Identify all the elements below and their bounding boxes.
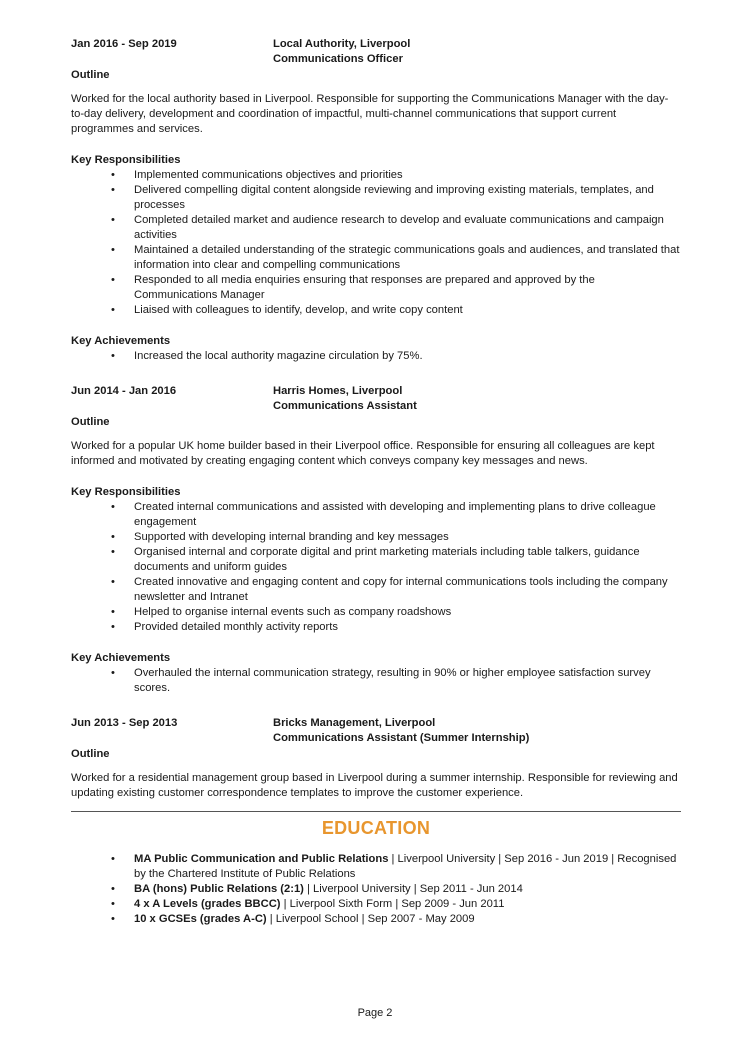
list-item: • Provided detailed monthly activity reports bbox=[111, 620, 681, 635]
job-title: Communications Assistant (Summer Internship) bbox=[273, 732, 530, 744]
job-outline: Worked for a residential management group based in Liverpool during a summer internship. Responsible for reviewing and updating existing customer correspondence templates to improve the customer experience. bbox=[71, 772, 678, 799]
job-header bbox=[71, 384, 681, 414]
list-item: • Created internal communications and assisted with developing and implementing plans to drive colleague engagement bbox=[111, 500, 681, 530]
job-organisation: Harris Homes, Liverpool bbox=[273, 385, 403, 397]
qualification-name: BA (hons) Public Relations (2:1) bbox=[134, 883, 304, 895]
responsibilities-label: Key Responsibilities bbox=[71, 486, 181, 498]
qualification-name: MA Public Communication and Public Relations bbox=[134, 853, 389, 865]
job-entry bbox=[71, 37, 681, 364]
list-item: • Implemented communications objectives and priorities bbox=[111, 168, 681, 183]
achievements-label: Key Achievements bbox=[71, 652, 171, 664]
list-item: • Created innovative and engaging content and copy for internal communications tools including the company newsletter and Intranet bbox=[111, 575, 681, 605]
job-entry bbox=[71, 384, 681, 696]
qualification-name: 10 x GCSEs (grades A-C) bbox=[134, 913, 267, 925]
outline-label: Outline bbox=[71, 69, 110, 81]
outline-label: Outline bbox=[71, 748, 110, 760]
list-item: • Maintained a detailed understanding of the strategic communications goals and audiences, and translated that information into clear and compelling communications bbox=[111, 243, 681, 273]
list-item bbox=[111, 852, 681, 882]
job-dates: Jun 2014 - Jan 2016 bbox=[71, 385, 177, 397]
qualification-name: 4 x A Levels (grades BBCC) bbox=[134, 898, 281, 910]
responsibilities-list bbox=[111, 500, 681, 635]
list-item bbox=[111, 897, 681, 912]
job-dates: Jun 2013 - Sep 2013 bbox=[71, 717, 178, 729]
qualification-details: | Liverpool University | Sep 2011 - Jun 2014 bbox=[303, 883, 523, 895]
job-title: Communications Officer bbox=[273, 53, 403, 65]
list-item: • Supported with developing internal branding and key messages bbox=[111, 530, 681, 545]
qualification-details: | Liverpool University | Sep 2016 - Jun 2019 | Recognised by the Chartered Institute of Public Relations bbox=[134, 853, 677, 880]
list-item: • Liaised with colleagues to identify, develop, and write copy content bbox=[111, 303, 681, 318]
job-organisation: Local Authority, Liverpool bbox=[273, 38, 411, 50]
list-item: • Organised internal and corporate digital and print marketing materials including table talkers, guidance documents and uniform guides bbox=[111, 545, 681, 575]
job-header bbox=[71, 37, 681, 67]
list-item bbox=[111, 912, 681, 927]
list-item: • Increased the local authority magazine circulation by 75%. bbox=[111, 349, 681, 364]
page-number: Page 2 bbox=[357, 1007, 393, 1019]
responsibilities-list bbox=[111, 168, 681, 318]
job-entry bbox=[71, 716, 681, 801]
achievements-list bbox=[111, 666, 681, 696]
education-list bbox=[111, 852, 681, 927]
achievements-list bbox=[111, 349, 681, 364]
list-item bbox=[111, 882, 681, 897]
list-item: • Helped to organise internal events such as company roadshows bbox=[111, 605, 681, 620]
list-item: • Completed detailed market and audience research to develop and evaluate communications and campaign activities bbox=[111, 213, 681, 243]
achievements-label: Key Achievements bbox=[71, 335, 171, 347]
list-item: • Overhauled the internal communication strategy, resulting in 90% or higher employee satisfaction survey scores. bbox=[111, 666, 681, 696]
job-header bbox=[71, 716, 681, 746]
responsibilities-label: Key Responsibilities bbox=[71, 154, 181, 166]
qualification-details: | Liverpool School | Sep 2007 - May 2009 bbox=[266, 913, 475, 925]
qualification-details: | Liverpool Sixth Form | Sep 2009 - Jun 2011 bbox=[280, 898, 505, 910]
list-item: • Responded to all media enquiries ensuring that responses are prepared and approved by the Communications Manager bbox=[111, 273, 681, 303]
job-dates: Jan 2016 - Sep 2019 bbox=[71, 38, 177, 50]
job-title: Communications Assistant bbox=[273, 400, 417, 412]
outline-label: Outline bbox=[71, 416, 110, 428]
section-divider bbox=[71, 811, 681, 812]
job-outline: Worked for a popular UK home builder based in their Liverpool office. Responsible for ensuring all colleagues are kept informed and motivated by creating engaging content which conveys company key messages and news. bbox=[71, 440, 655, 467]
list-item: • Delivered compelling digital content alongside reviewing and improving existing materials, templates, and processes bbox=[111, 183, 681, 213]
education-heading: EDUCATION bbox=[321, 818, 431, 838]
job-outline: Worked for the local authority based in Liverpool. Responsible for supporting the Communications Manager with the day-to-day delivery, development and coordination of impactful, multi-channel communications that support current programmes and services. bbox=[71, 93, 669, 135]
job-organisation: Bricks Management, Liverpool bbox=[273, 717, 436, 729]
resume-page-2 bbox=[71, 37, 681, 927]
